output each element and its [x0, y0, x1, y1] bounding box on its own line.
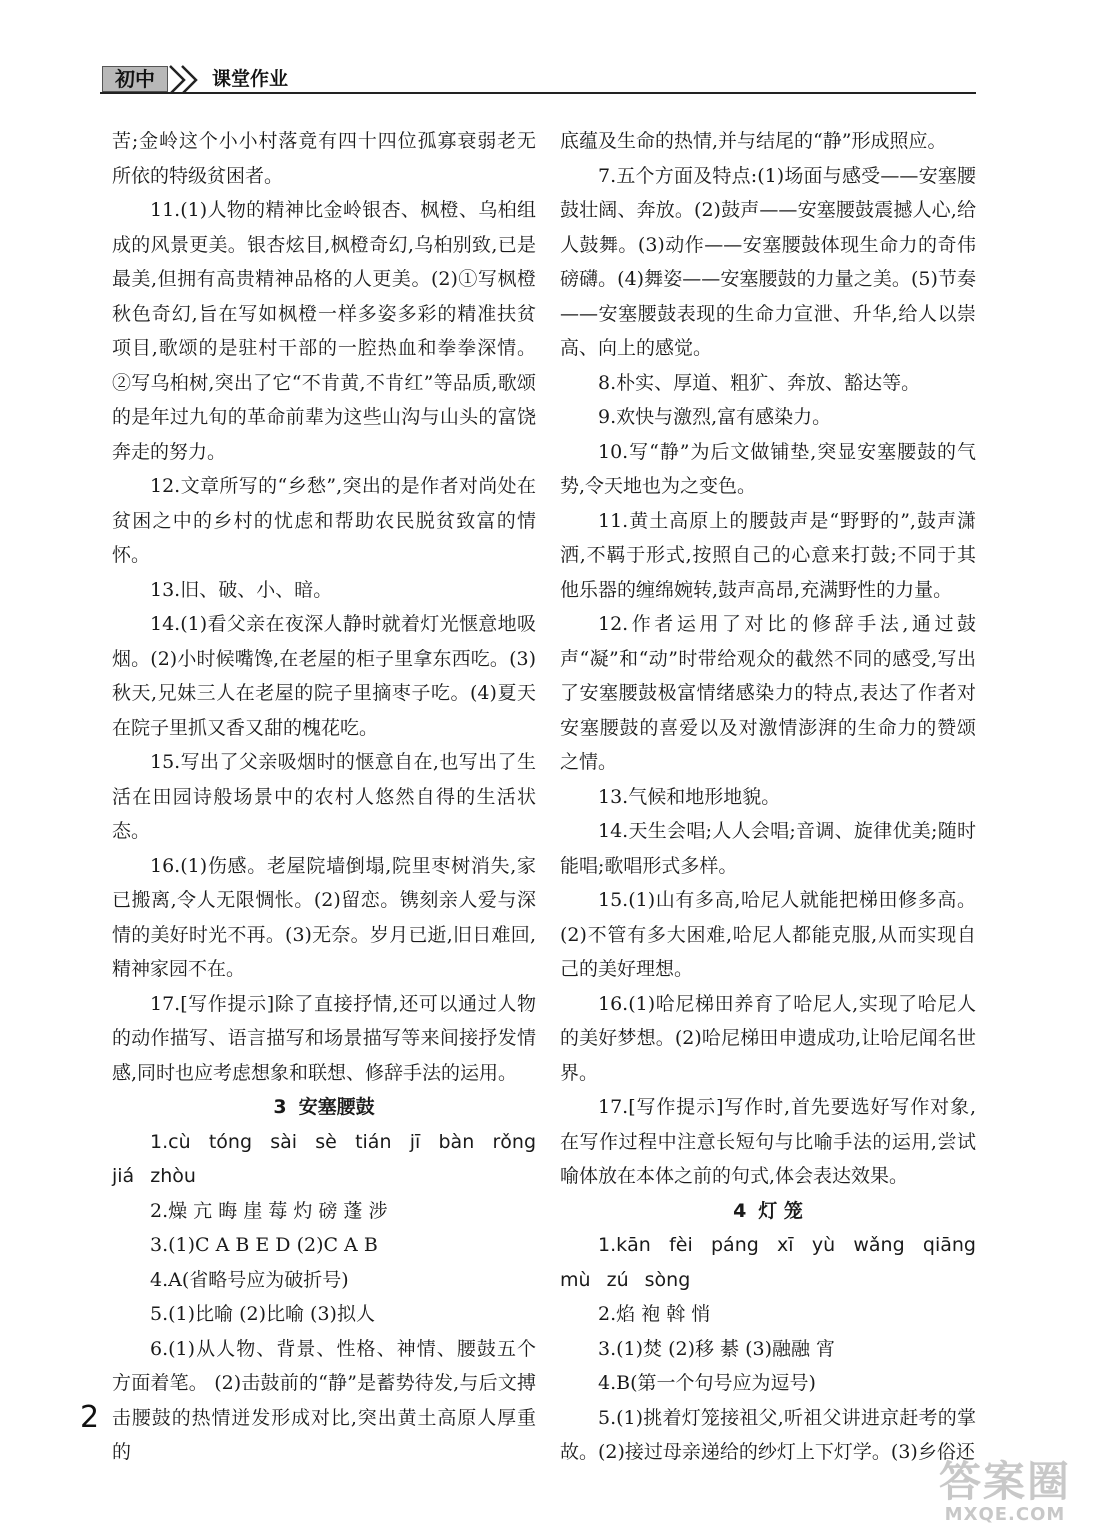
watermark-logo: 答案圈	[938, 1457, 1071, 1506]
answer-paragraph: 14.(1)看父亲在夜深人静时就着灯光惬意地吸烟。(2)小时候嘴馋,在老屋的柜子里拿东西吃。(3)秋天,兄妹三人在老屋的院子里摘枣子吃。(4)夏天在院子里抓又香又甜的槐花吃。	[112, 613, 536, 739]
section-title: 灯 笼	[758, 1199, 803, 1222]
answer-paragraph: 16.(1)哈尼梯田养育了哈尼人,实现了哈尼人的美好梦想。(2)哈尼梯田申遗成功,让哈尼闻名世界。	[560, 992, 976, 1084]
answer-paragraph: 17.[写作提示]除了直接抒情,还可以通过人物的动作描写、语言描写和场景描写等来间接抒发情感,同时也应考虑想象和联想、修辞手法的运用。	[112, 992, 536, 1084]
answer-paragraph: 9.欢快与激烈,富有感染力。	[598, 406, 832, 428]
answer-paragraph: 3.(1)C A B E D (2)C A B	[150, 1234, 378, 1256]
book-title: 课堂作业	[212, 68, 289, 90]
answer-paragraph: 5.(1)比喻 (2)比喻 (3)拟人	[150, 1303, 375, 1325]
right-column	[560, 124, 976, 1470]
answer-paragraph: 16.(1)伤感。老屋院墙倒塌,院里枣树消失,家已搬离,令人无限惆怅。(2)留恋。镌刻亲人爱与深情的美好时光不再。(3)无奈。岁月已逝,旧日难回,精神家园不在。	[112, 854, 536, 980]
answer-paragraph: 15.(1)山有多高,哈尼人就能把梯田修多高。(2)不管有多大困难,哈尼人都能克服,从而实现自己的美好理想。	[560, 889, 976, 980]
section-heading	[112, 1090, 536, 1125]
answer-paragraph: 12.文章所写的“乡愁”,突出的是作者对尚处在贫困之中的乡村的忧虑和帮助农民脱贫致富的情怀。	[112, 475, 536, 566]
answer-paragraph: 15.写出了父亲吸烟时的惬意自在,也写出了生活在田园诗般场景中的农村人悠然自得的生活状态。	[112, 751, 536, 842]
answer-paragraph: 13.气候和地形地貌。	[598, 785, 781, 808]
page-number: 2	[80, 1400, 100, 1435]
pinyin-answer: 1.cù tóng sài sè tián jī bàn rǒng jiá zhòu	[112, 1130, 536, 1187]
answer-paragraph: 3.(1)焚 (2)移 綦 (3)融融 宵	[598, 1337, 836, 1360]
answer-paragraph: 5.(1)挑着灯笼接祖父,听祖父讲进京赶考的掌故。(2)接过母亲递给的纱灯上下灯学。(3)乡俗还	[560, 1406, 976, 1463]
page-header	[100, 62, 976, 94]
section-title: 安塞腰鼓	[298, 1096, 375, 1118]
answer-paragraph: 2.焰 袍 斡 悄	[598, 1303, 711, 1325]
header-rule	[100, 92, 976, 94]
section-number: 3	[273, 1096, 287, 1118]
pinyin-answer: 1.kān fèi páng xī yù wǎng qiāng mù zú sòng	[560, 1234, 976, 1291]
answer-paragraph: 14.天生会唱;人人会唱;音调、旋律优美;随时能唱;歌唱形式多样。	[560, 820, 976, 877]
double-chevron-icon	[166, 62, 210, 94]
answer-paragraph: 底蕴及生命的热情,并与结尾的“静”形成照应。	[560, 130, 947, 152]
answer-paragraph: 4.B(第一个句号应为逗号)	[598, 1372, 816, 1394]
answer-paragraph: 17.[写作提示]写作时,首先要选好写作对象,在写作过程中注意长短句与比喻手法的运用,尝试喻体放在本体之前的句式,体会表达效果。	[560, 1096, 976, 1187]
answer-paragraph: 7.五个方面及特点:(1)场面与感受——安塞腰鼓壮阔、奔放。(2)鼓声——安塞腰鼓震撼人心,给人鼓舞。(3)动作——安塞腰鼓体现生命力的奇伟磅礴。(4)舞姿——安塞腰鼓的力量之美。(5)节奏——安塞腰鼓表现的生命力宣泄、升华,给人以崇高、向上的感觉。	[560, 164, 976, 359]
answer-paragraph: 4.A(省略号应为破折号)	[150, 1268, 349, 1291]
answer-paragraph: 2.燥 亢 晦 崖 莓 灼 磅 蓬 涉	[150, 1199, 388, 1222]
answer-paragraph: 11.黄土高原上的腰鼓声是“野野的”,鼓声潇洒,不羁于形式,按照自己的心意来打鼓;不同于其他乐器的缠绵婉转,鼓声高昂,充满野性的力量。	[560, 509, 976, 601]
answer-paragraph: 10.写“静”为后文做铺垫,突显安塞腰鼓的气势,令天地也为之变色。	[560, 440, 976, 497]
section-number: 4	[733, 1199, 747, 1222]
answer-paragraph: 6.(1)从人物、背景、性格、神情、腰鼓五个方面着笔。 (2)击鼓前的“静”是蓄势待发,与后文搏击腰鼓的热情迸发形成对比,突出黄土高原人厚重的	[112, 1337, 536, 1463]
section-heading	[560, 1194, 976, 1229]
answer-paragraph: 13.旧、破、小、暗。	[150, 578, 333, 601]
answer-paragraph: 12.作者运用了对比的修辞手法,通过鼓声“凝”和“动”时带给观众的截然不同的感受,写出了安塞腰鼓极富情绪感染力的特点,表达了作者对安塞腰鼓的喜爱以及对激情澎湃的生命力的赞颂之情。	[560, 613, 976, 773]
watermark	[920, 1457, 1090, 1530]
answer-paragraph: 8.朴实、厚道、粗犷、奔放、豁达等。	[598, 371, 921, 394]
answer-paragraph: 苦;金岭这个小小村落竟有四十四位孤寡衰弱老无所依的特级贫困者。	[112, 130, 536, 187]
answer-paragraph: 11.(1)人物的精神比金岭银杏、枫橙、乌桕组成的风景更美。银杏炫目,枫橙奇幻,乌桕别致,已是最美,但拥有高贵精神品格的人更美。(2)①写枫橙秋色奇幻,旨在写如枫橙一样多姿多彩的精准扶贫项目,歌颂的是驻村干部的一腔热血和拳拳深情。②写乌桕树,突出了它“不肯黄,不肯红”等品质,歌颂的是年过九旬的革命前辈为这些山沟与山头的富饶奔走的努力。	[112, 199, 536, 463]
grade-level-badge: 初中	[102, 66, 168, 92]
watermark-url: MXQE.COM	[944, 1504, 1066, 1525]
left-column	[112, 124, 536, 1470]
